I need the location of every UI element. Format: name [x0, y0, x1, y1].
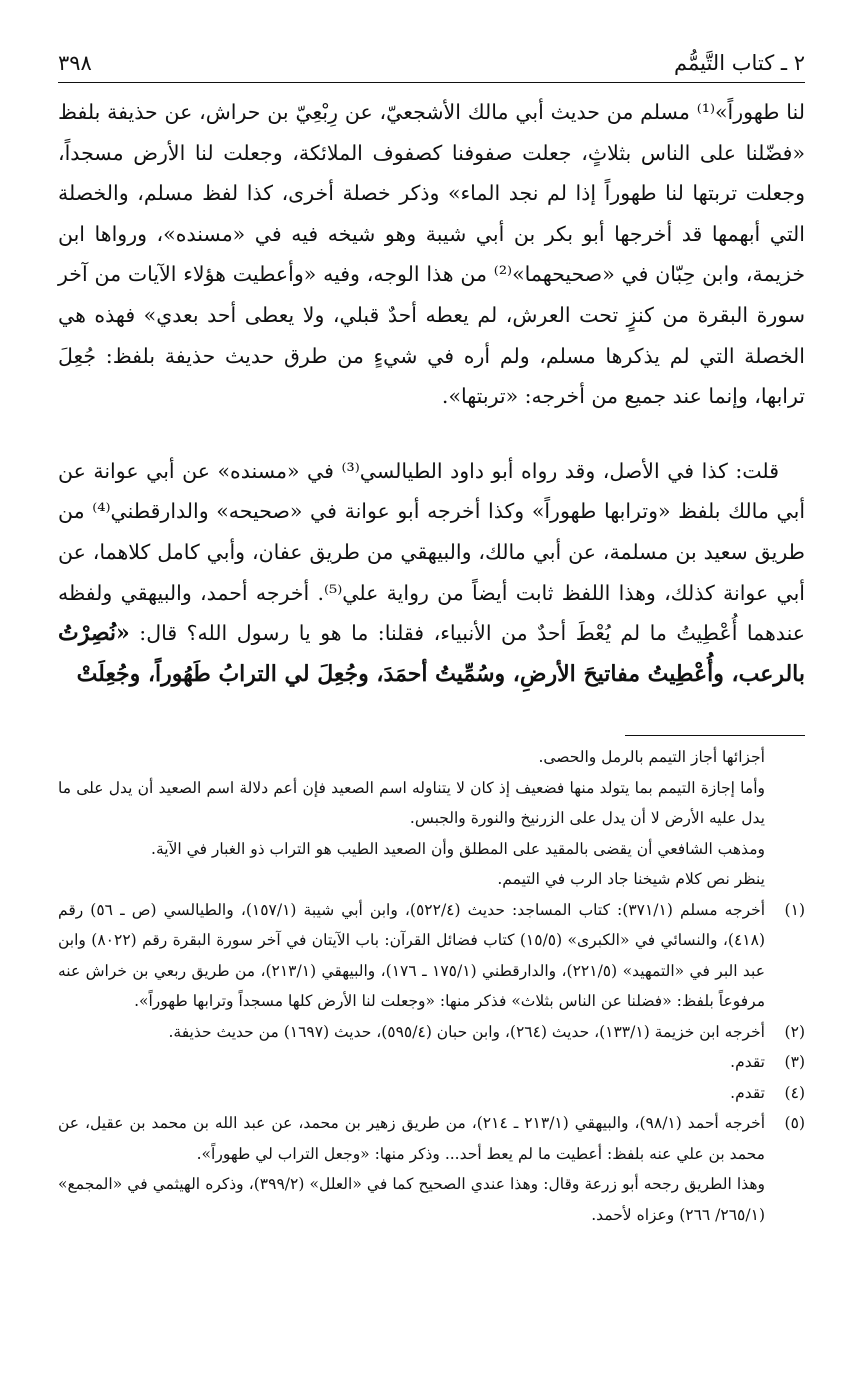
paragraph-2-text: قلت: كذا في الأصل، وقد رواه أبو داود الطيالسي⁽³⁾ في «مسنده» عن أبي عوانة عن أبي مالك بلفظ «وترابها طهوراً» وكذا أخرجه أبو عوانة في «صحيحه» والدارقطني⁽⁴⁾ من طريق سعيد بن مسلمة، عن أبي مالك، والبيهقي من طريق عفان، وأبي كامل كلاهما، عن أبي عوانة كذلك، وهذا اللفظ ثابت أيضاً من رواية علي⁽⁵⁾. أخرجه أحمد، والبيهقي ولفظه عندهما أُعْطِيتُ ما لم يُعْطَ أحدٌ من الأنبياء، فقلنا: ما هو يا رسول الله؟ قال: [58, 458, 806, 646]
footnote-text: أخرجه أحمد (٩٨/١)، والبيهقي (٢١٣/١ ـ ٢١٤)، من طريق زهير بن محمد، عن عبد الله بن محمد بن عقيل، عن محمد بن علي عنه بلفظ: أعطيت ما لم يعط أحد... وذكر منها: «وجعل التراب لي طهوراً». [58, 1114, 766, 1163]
footnotes [58, 742, 805, 1230]
footnote-number: (١) [784, 900, 805, 919]
paragraph-2 [58, 451, 805, 695]
footnote-number: (٤) [784, 1083, 805, 1102]
footnote-continuation-line: وأما إجازة التيمم بما يتولد منها فضعيف إذ كان لا يتناوله اسم الصعيد فإن أعم دلالة اسم الصعيد أن يدل على ما يدل عليه الأرض لا أن يدل على الزرنيخ والنورة والجبس. [58, 778, 765, 827]
footnote-text: أخرجه ابن خزيمة (١٣٣/١)، حديث (٢٦٤)، وابن حبان (٥٩٥/٤)، حديث (١٦٩٧) من حديث حذيفة. [168, 1022, 765, 1041]
footnote-3 [58, 1047, 805, 1078]
footnote-5 [58, 1108, 805, 1169]
footnote-5-continuation: وهذا الطريق رجحه أبو زرعة وقال: وهذا عندي الصحيح كما في «العلل» (٣٩٩/٢)، وذكره الهيثمي في «المجمع» (٢٦٥/١/ ٢٦٦) وعزاه لأحمد. [58, 1175, 766, 1224]
chapter-title: ٢ ـ كتاب التَّيمُّم [674, 51, 805, 75]
footnote-number: (٢) [784, 1022, 805, 1041]
footnote-continuation-line: أجزائها أجاز التيمم بالرمل والحصى. [538, 748, 765, 766]
footnote-text: تقدم. [730, 1083, 765, 1102]
footnote-text: أخرجه مسلم (٣٧١/١): كتاب المساجد: حديث (٥٢٢/٤)، وابن أبي شيبة (١٥٧/١)، والطيالسي (ص ـ ٥٦) رقم (٤١٨)، والنسائي في «الكبرى» (١٥/٥) كتاب فضائل القرآن: باب الآيتان في آخر سورة البقرة رقم (٨٠٢٢) وابن عبد البر في «التمهيد» (٢٢١/٥)، والدارقطني (١٧٥/١ ـ ١٧٦)، والبيهقي (٢١٣/١)، من طريق ربعي بن خراش عنه مرفوعاً بلفظ: «فضلنا عن الناس بثلاث» فذكر منها: «وجعلت لنا الأرض كلها مسجداً وترابها طهوراً». [58, 900, 766, 1010]
footnote-number: (٣) [784, 1053, 805, 1071]
paragraph-1: لنا طهوراً»⁽¹⁾ مسلم من حديث أبي مالك الأشجعيّ، عن رِبْعِيّ بن حراش، عن حذيفة بلفظ «فضّلنا على الناس بثلاثٍ، جعلت صفوفنا كصفوف الملائكة، وجعلت لنا الأرض مسجداً، وجعلت تربتها لنا طهوراً إذا لم نجد الماء» وذكر خصلة أخرى، كذا لفظ مسلم، والخصلة التي أبهمها قد أخرجها أبو بكر بن أبي شيبة وهو شيخه فيه في «مسنده»، ورواها ابن خزيمة، وابن حِبّان في «صحيحهما»⁽²⁾ من هذا الوجه، وفيه «وأعطيت هؤلاء الآيات من آخر سورة البقرة من كنزٍ تحت العرش، لم يعطه أحدٌ قبلي، ولا يعطى أحد بعدي» فهذه هي الخصلة التي لم يذكرها مسلم، ولم أره في شيءٍ من طرق حديث حذيفة بلفظ: جُعِلَ ترابها، وإنما عند جميع من أخرجه: «تربتها». [58, 100, 806, 409]
page-header [58, 40, 805, 83]
main-text [58, 92, 805, 694]
footnote-separator [625, 735, 805, 736]
page-number: ٣٩٨ [58, 51, 92, 75]
footnote-number: (٥) [784, 1114, 805, 1132]
hadith-quote: «نُصِرْتُ بالرعب، وأُعْطِيتُ مفاتيحَ الأرضِ، وسُمِّيتُ أحمَدَ، وجُعِلَ لي الترابُ طَهُوراً، وجُعِلَتْ [58, 620, 805, 687]
footnote-2 [58, 1017, 805, 1048]
footnote-continuation-line: ومذهب الشافعي أن يقضى بالمقيد على المطلق وأن الصعيد الطيب هو التراب ذو الغبار في الآية. [151, 839, 765, 858]
footnote-4 [58, 1078, 805, 1109]
footnote-1 [58, 895, 805, 1017]
footnote-continuation-line: ينظر نص كلام شيخنا جاد الرب في التيمم. [497, 870, 765, 888]
footnote-text: تقدم. [730, 1053, 765, 1071]
